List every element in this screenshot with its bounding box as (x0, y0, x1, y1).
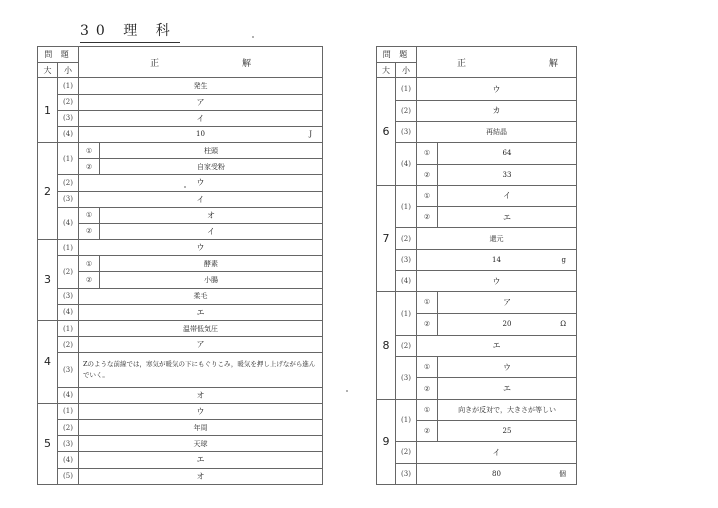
answer-value: 80 (492, 469, 501, 478)
answer-cell: 温帯低気圧 (79, 320, 323, 336)
answer-cell: 年周 (79, 420, 323, 436)
circle-number: ① (79, 207, 100, 223)
circle-number: ② (79, 159, 100, 175)
sub-number: (2) (396, 335, 417, 356)
question-number: 2 (38, 143, 58, 240)
unit-label: g (561, 255, 567, 264)
question-number: 8 (377, 292, 396, 399)
answer-cell: 還元 (417, 228, 577, 249)
answer-value: 20 (502, 320, 512, 329)
circle-number: ② (417, 207, 438, 228)
question-number: 4 (38, 320, 58, 403)
sub-number: (2) (58, 420, 79, 436)
header-seikai: 正 解 (417, 47, 577, 78)
question-number: 6 (377, 78, 396, 185)
answer-cell: イ (100, 223, 323, 239)
sub-number: (1) (58, 78, 79, 94)
answer-cell: 64 (438, 143, 577, 164)
answer-cell: エ (79, 304, 323, 320)
answer-table-right (376, 46, 598, 485)
circle-number: ① (417, 357, 438, 378)
sub-number: (2) (58, 337, 79, 353)
question-number: 9 (377, 399, 396, 484)
sub-number: (4) (396, 270, 417, 291)
sub-number: (1) (58, 240, 79, 256)
circle-number: ① (79, 143, 100, 159)
sub-number: (3) (396, 357, 417, 400)
sub-number: (4) (58, 304, 79, 320)
header-dai: 大 (377, 63, 396, 78)
answer-cell: 酵素 (100, 256, 323, 272)
answer-cell: イ (438, 185, 577, 206)
sub-number: (4) (58, 452, 79, 468)
answer-cell: エ (417, 335, 577, 356)
answer-cell: ア (438, 292, 577, 313)
answer-cell: ウ (417, 78, 577, 100)
circle-number: ① (417, 185, 438, 206)
answer-cell (417, 463, 577, 484)
circle-number: ② (79, 272, 100, 288)
answer-value: 10 (196, 130, 205, 139)
circle-number: ② (417, 378, 438, 399)
answer-cell: ア (79, 94, 323, 110)
answer-cell: ウ (438, 357, 577, 378)
circle-number: ① (417, 143, 438, 164)
answer-cell (438, 313, 577, 335)
circle-number: ① (417, 292, 438, 313)
sub-number: (1) (396, 185, 417, 228)
question-number: 3 (38, 240, 58, 321)
answer-cell: ウ (79, 403, 323, 419)
sub-number: (3) (58, 288, 79, 304)
sub-number: (2) (58, 175, 79, 191)
circle-number: ② (417, 164, 438, 185)
sub-number: (2) (58, 256, 79, 288)
unit-label: 個 (559, 469, 567, 478)
answer-cell: 柔毛 (79, 288, 323, 304)
sub-number: (3) (58, 191, 79, 207)
unit-label: J (309, 130, 313, 139)
header-dai: 大 (38, 63, 58, 78)
sub-number: (2) (58, 94, 79, 110)
circle-number: ① (79, 256, 100, 272)
question-number: 7 (377, 185, 396, 291)
circle-number: ② (79, 223, 100, 239)
page-title: 30 理 科 (80, 20, 180, 43)
sub-number: (2) (396, 100, 417, 121)
answer-cell: 向きが反対で，大きさが等しい (438, 399, 577, 420)
header-sho: 小 (58, 63, 79, 78)
scan-dot (346, 390, 348, 392)
sub-number: (3) (58, 436, 79, 452)
answer-cell: 小腸 (100, 272, 323, 288)
sub-number: (1) (58, 403, 79, 419)
header-seikai: 正 解 (79, 47, 323, 78)
answer-cell: ウ (79, 175, 323, 191)
answer-cell: エ (438, 207, 577, 228)
sub-number: (3) (58, 353, 79, 387)
header-mondai: 問 題 (38, 47, 79, 63)
answer-cell: オ (100, 207, 323, 223)
circle-number: ① (417, 399, 438, 420)
sub-number: (1) (396, 292, 417, 336)
sub-number: (3) (396, 122, 417, 143)
sub-number: (5) (58, 468, 79, 484)
sub-number: (3) (396, 249, 417, 270)
answer-cell: イ (417, 442, 577, 463)
answer-cell: オ (79, 387, 323, 403)
answer-cell (417, 249, 577, 270)
question-number: 5 (38, 403, 58, 484)
sub-number: (1) (396, 78, 417, 100)
sub-number: (2) (396, 228, 417, 249)
answer-cell (79, 126, 323, 142)
sub-number: (2) (396, 442, 417, 463)
sub-number: (4) (58, 387, 79, 403)
answer-cell: イ (79, 191, 323, 207)
answer-cell: 再結晶 (417, 122, 577, 143)
answer-cell: 25 (438, 420, 577, 441)
answer-cell: ア (79, 337, 323, 353)
answer-cell: カ (417, 100, 577, 121)
question-number: 1 (38, 78, 58, 143)
sub-number: (4) (58, 207, 79, 239)
header-sho: 小 (396, 63, 417, 78)
answer-cell: 33 (438, 164, 577, 185)
answer-cell: エ (438, 378, 577, 399)
sub-number: (1) (396, 399, 417, 442)
answer-cell: 自家受粉 (100, 159, 323, 175)
answer-value: 14 (492, 255, 501, 264)
answer-cell: エ (79, 452, 323, 468)
sub-number: (1) (58, 143, 79, 175)
circle-number: ② (417, 313, 438, 335)
sub-number: (1) (58, 320, 79, 336)
sub-number: (3) (396, 463, 417, 484)
answer-cell: 天球 (79, 436, 323, 452)
answer-cell: ウ (79, 240, 323, 256)
header-mondai: 問 題 (377, 47, 417, 63)
sub-number: (4) (396, 143, 417, 186)
sub-number: (4) (58, 126, 79, 142)
answer-cell: 柱頭 (100, 143, 323, 159)
answer-cell: イ (79, 110, 323, 126)
answer-cell: 発生 (79, 78, 323, 94)
answer-table-left (37, 46, 323, 485)
answer-cell: オ (79, 468, 323, 484)
scan-dot (252, 36, 254, 38)
sub-number: (3) (58, 110, 79, 126)
answer-cell: ウ (417, 270, 577, 291)
unit-label: Ω (560, 320, 567, 329)
answer-cell-long: Zのような前線では，寒気が暖気の下にもぐりこみ，暖気を押し上げながら進んでいく。 (79, 353, 323, 387)
circle-number: ② (417, 420, 438, 441)
